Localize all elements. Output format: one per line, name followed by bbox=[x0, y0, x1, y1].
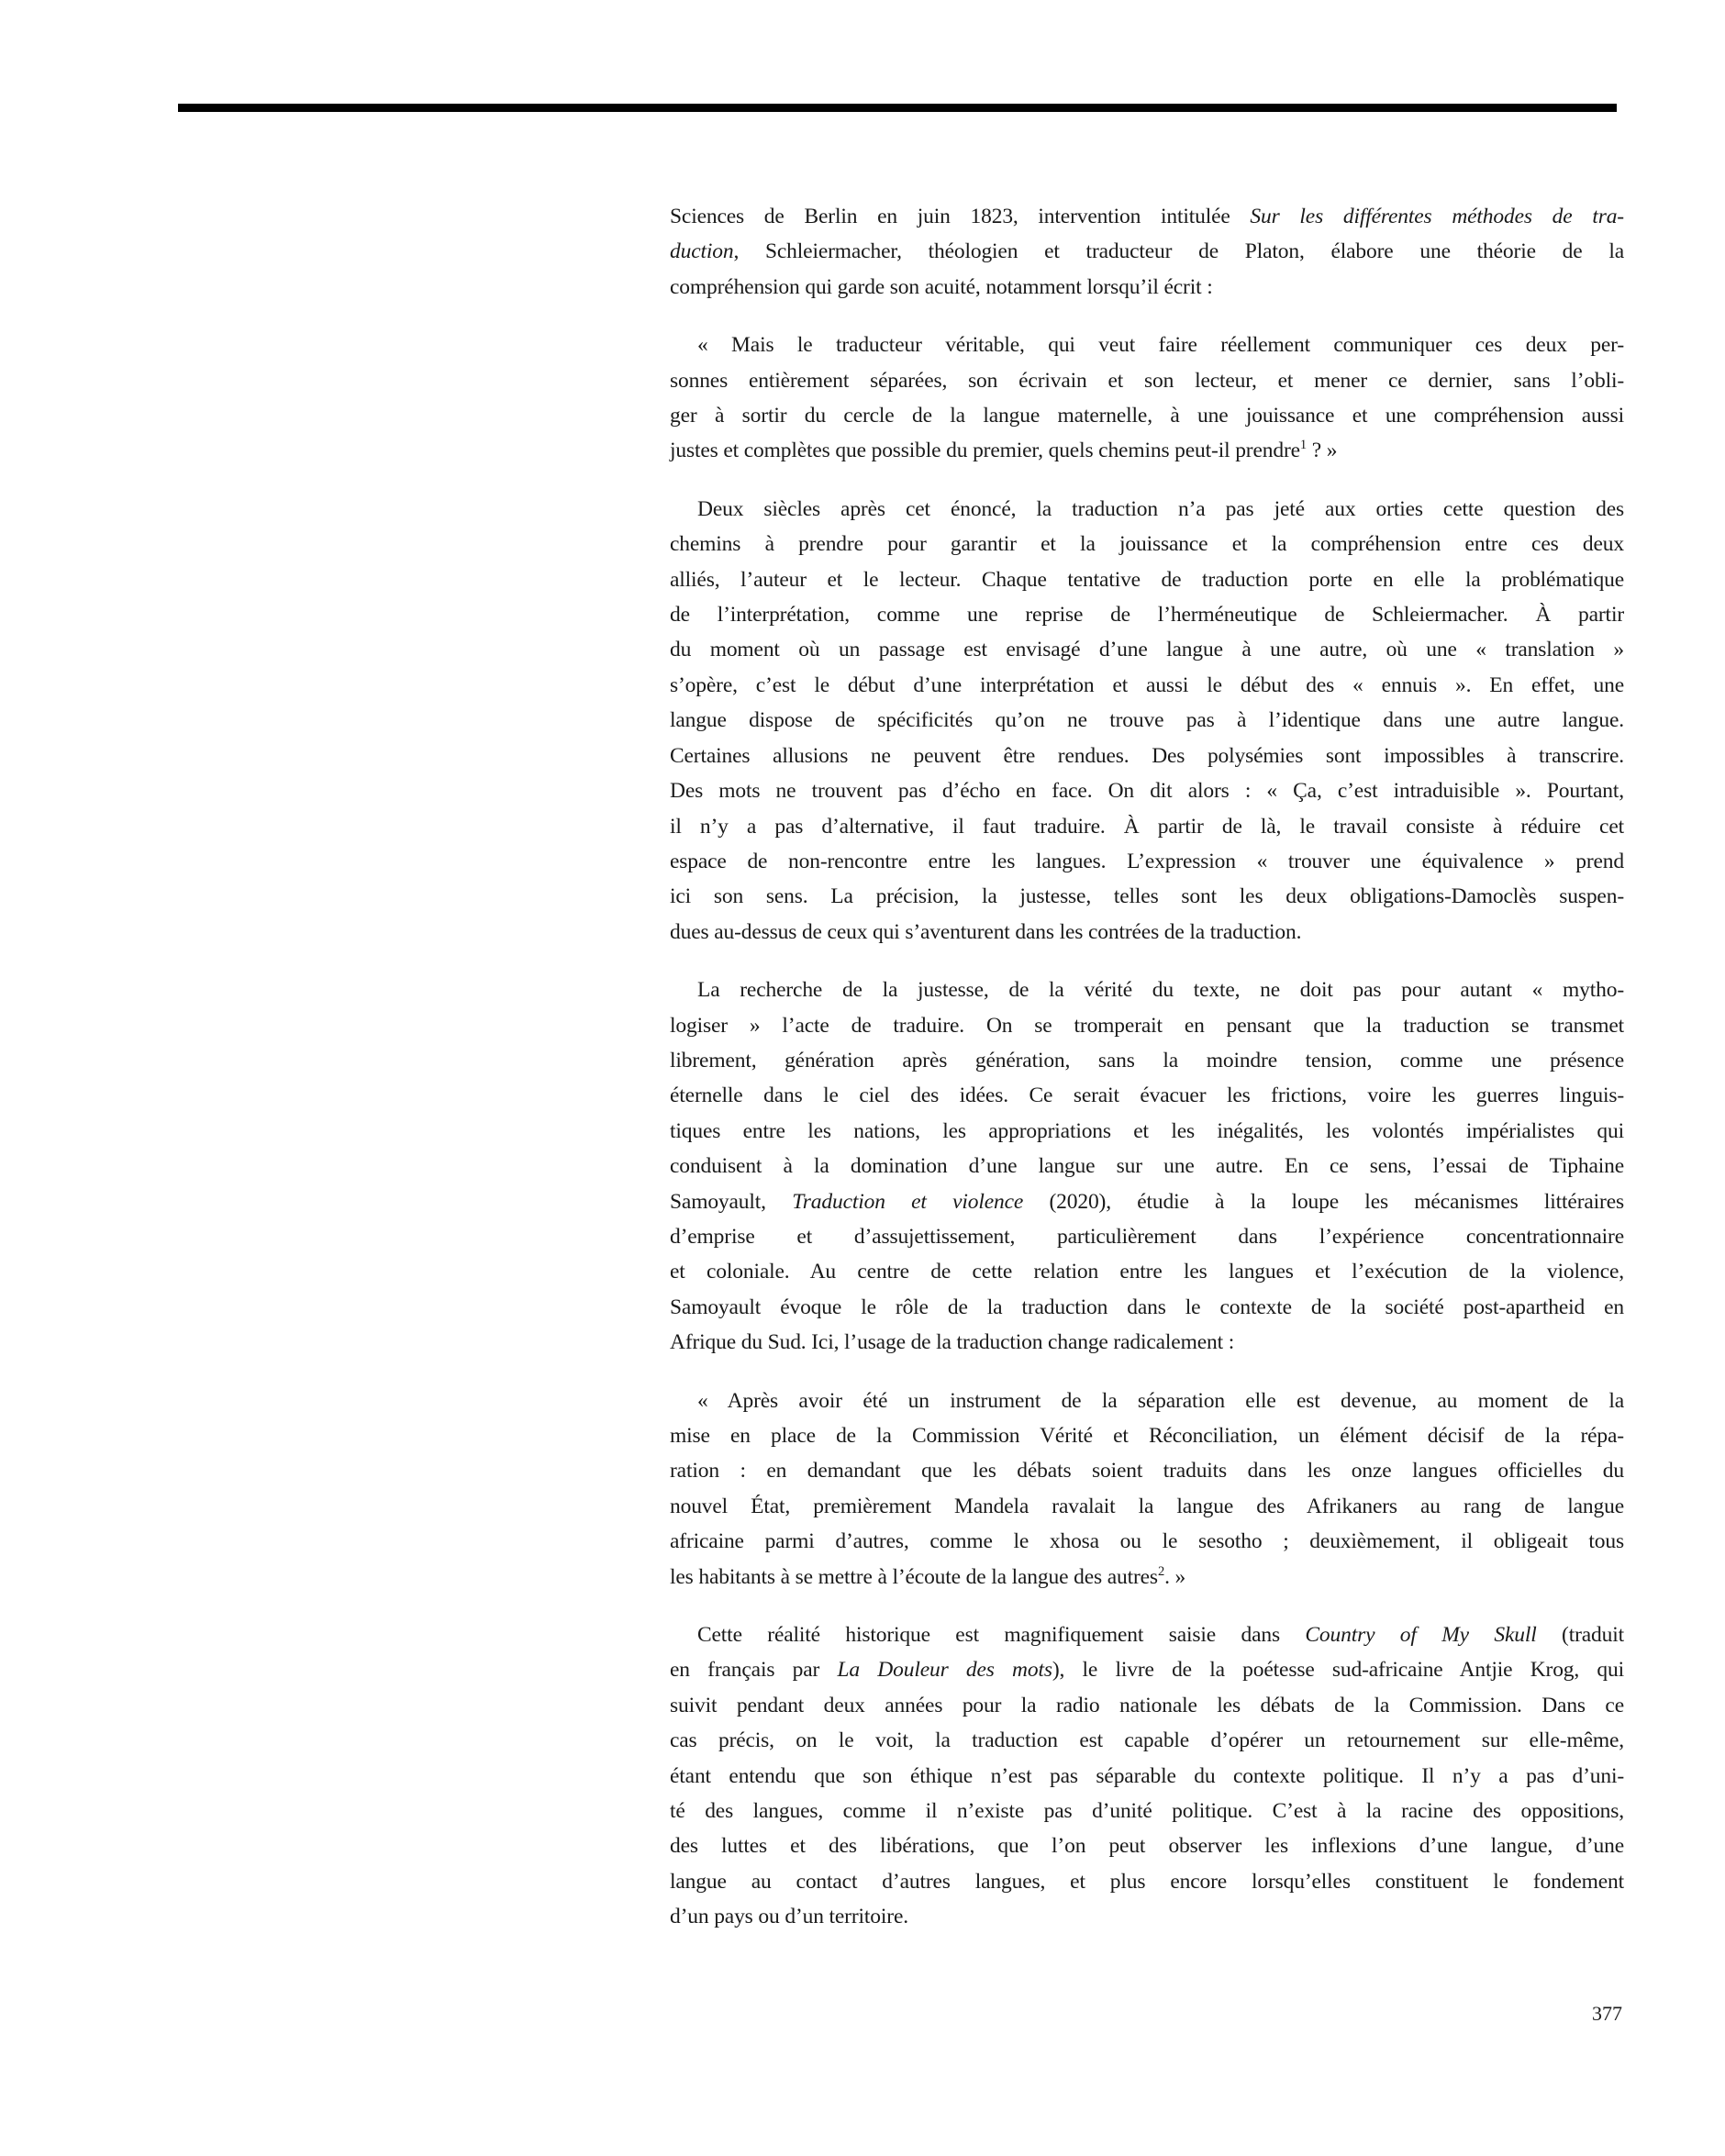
body-text: conduisent à la domination d’une langue sur une autre. En ce sens, l’essai de Tiphaine bbox=[670, 1154, 1624, 1179]
text-line bbox=[670, 234, 1624, 269]
body-text: dues au-dessus de ceux qui s’aventurent dans les contrées de la traduction. bbox=[670, 919, 1302, 944]
text-line bbox=[670, 1418, 1624, 1453]
blockquote-samoyault bbox=[670, 1384, 1624, 1595]
body-text: logiser » l’acte de traduire. On se tromperait en pensant que la traduction se transmet bbox=[670, 1013, 1624, 1038]
body-text: il n’y a pas d’alternative, il faut traduire. À partir de là, le travail consiste à réduire cet bbox=[670, 814, 1624, 839]
text-line bbox=[670, 328, 1624, 362]
text-line bbox=[670, 1489, 1624, 1524]
body-text: ici son sens. La précision, la justesse, telles sont les deux obligations-Damoclès suspen- bbox=[670, 884, 1624, 909]
footnote-marker: 2 bbox=[1157, 1563, 1165, 1579]
body-text: d’emprise et d’assujettissement, particulièrement dans l’expérience concentrationnaire bbox=[670, 1224, 1624, 1249]
body-text: ? » bbox=[1307, 439, 1338, 463]
text-line bbox=[670, 1254, 1624, 1289]
text-line bbox=[670, 492, 1624, 527]
text-line bbox=[670, 1078, 1624, 1113]
text-line bbox=[670, 703, 1624, 738]
body-text: Samoyault évoque le rôle de la traduction dans le contexte de la société post-apartheid en bbox=[670, 1295, 1624, 1319]
text-line bbox=[670, 199, 1624, 234]
paragraph-opening bbox=[670, 199, 1624, 305]
body-text: en français par bbox=[670, 1658, 838, 1683]
text-line bbox=[670, 632, 1624, 667]
text-line bbox=[670, 1759, 1624, 1794]
body-text: . » bbox=[1164, 1564, 1186, 1589]
body-text: cas précis, on le voit, la traduction est capable d’opérer un retournement sur elle-même, bbox=[670, 1728, 1624, 1753]
body-text: Afrique du Sud. Ici, l’usage de la traduction change radicalement : bbox=[670, 1330, 1235, 1355]
body-text: ration : en demandant que les débats soient traduits dans les onze langues officielles du bbox=[670, 1459, 1624, 1484]
text-line bbox=[670, 915, 1624, 950]
body-text: s’opère, c’est le début d’une interprétation et aussi le début des « ennuis ». En effet, une bbox=[670, 672, 1624, 697]
body-text: ger à sortir du cercle de la langue maternelle, à une jouissance et une compréhension aussi bbox=[670, 404, 1624, 428]
text-line bbox=[670, 972, 1624, 1007]
text-line bbox=[670, 1688, 1624, 1723]
text-line bbox=[670, 433, 1624, 468]
body-text: « Après avoir été un instrument de la séparation elle est devenue, au moment de la bbox=[697, 1388, 1624, 1413]
text-line bbox=[670, 1453, 1624, 1488]
text-line bbox=[670, 1652, 1624, 1687]
body-text: africaine parmi d’autres, comme le xhosa ou le sesotho ; deuxièmement, il obligeait tous bbox=[670, 1529, 1624, 1554]
text-line bbox=[670, 1723, 1624, 1758]
body-text: librement, génération après génération, sans la moindre tension, comme une présence bbox=[670, 1048, 1624, 1072]
text-line bbox=[670, 562, 1624, 597]
body-text: alliés, l’auteur et le lecteur. Chaque tentative de traduction porte en elle la problématique bbox=[670, 567, 1624, 592]
italic-text: Traduction et violence bbox=[792, 1189, 1024, 1214]
body-text: compréhension qui garde son acuité, notamment lorsqu’il écrit : bbox=[670, 274, 1213, 299]
body-text: de l’interprétation, comme une reprise de l’herméneutique de Schleiermacher. À partir bbox=[670, 603, 1624, 628]
body-text: étant entendu que son éthique n’est pas séparable du contexte politique. Il n’y a pas d’uni- bbox=[670, 1763, 1624, 1788]
body-text: tiques entre les nations, les appropriations et les inégalités, les volontés impérialistes qui bbox=[670, 1118, 1624, 1143]
italic-text: Country of My Skull bbox=[1305, 1623, 1537, 1648]
body-text: et coloniale. Au centre de cette relation entre les langues et l’exécution de la violence, bbox=[670, 1260, 1624, 1284]
text-line bbox=[670, 1325, 1624, 1360]
text-line bbox=[670, 1043, 1624, 1078]
body-text: té des langues, comme il n’existe pas d’unité politique. C’est à la racine des oppositions, bbox=[670, 1799, 1624, 1824]
blockquote-schleiermacher bbox=[670, 328, 1624, 469]
text-line bbox=[670, 1219, 1624, 1254]
body-text: éternelle dans le ciel des idées. Ce serait évacuer les frictions, voire les guerres linguis- bbox=[670, 1084, 1624, 1108]
page-number: 377 bbox=[1592, 2002, 1622, 2025]
paragraph-la-recherche bbox=[670, 972, 1624, 1360]
body-text: du moment où un passage est envisagé d’une langue à une autre, où une « translation » bbox=[670, 638, 1624, 662]
italic-text: duction bbox=[670, 239, 734, 264]
body-text: La recherche de la justesse, de la vérité du texte, ne doit pas pour autant « mytho- bbox=[697, 978, 1624, 1003]
text-line bbox=[670, 809, 1624, 844]
body-text: nouvel État, premièrement Mandela ravalait la langue des Afrikaners au rang de langue bbox=[670, 1494, 1624, 1518]
text-line bbox=[670, 1008, 1624, 1043]
body-text: (traduit bbox=[1536, 1623, 1624, 1648]
text-line bbox=[670, 1899, 1624, 1934]
text-line bbox=[670, 739, 1624, 773]
body-text: langue au contact d’autres langues, et plus encore lorsqu’elles constituent le fondement bbox=[670, 1869, 1624, 1894]
text-line bbox=[670, 1184, 1624, 1219]
text-line bbox=[670, 1149, 1624, 1184]
body-text: suivit pendant deux années pour la radio nationale les débats de la Commission. Dans ce bbox=[670, 1693, 1624, 1717]
text-line bbox=[670, 1617, 1624, 1652]
body-text: Certaines allusions ne peuvent être rendues. Des polysémies sont impossibles à transcrire. bbox=[670, 743, 1624, 768]
text-line bbox=[670, 1828, 1624, 1863]
text-line bbox=[670, 398, 1624, 433]
text-line bbox=[670, 879, 1624, 914]
body-text: , Schleiermacher, théologien et traducteur de Platon, élabore une théorie de la bbox=[733, 239, 1624, 264]
text-line bbox=[670, 527, 1624, 561]
body-text: les habitants à se mettre à l’écoute de la langue des autres bbox=[670, 1564, 1158, 1589]
body-text: Deux siècles après cet énoncé, la traduction n’a pas jeté aux orties cette question des bbox=[697, 496, 1624, 521]
body-text: chemins à prendre pour garantir et la jouissance et la compréhension entre ces deux bbox=[670, 532, 1624, 557]
body-text: d’un pays ou d’un territoire. bbox=[670, 1905, 908, 1929]
text-line bbox=[670, 1114, 1624, 1149]
body-text: espace de non-rencontre entre les langues. L’expression « trouver une équivalence » prend bbox=[670, 849, 1624, 873]
body-text: sonnes entièrement séparées, son écrivain et son lecteur, et mener ce dernier, sans l’obli- bbox=[670, 368, 1624, 393]
body-text: ), le livre de la poétesse sud-africaine Antjie Krog, qui bbox=[1052, 1658, 1624, 1683]
text-line bbox=[670, 773, 1624, 808]
body-text: Cette réalité historique est magnifiquement saisie dans bbox=[697, 1623, 1306, 1648]
italic-text: La Douleur des mots bbox=[837, 1658, 1052, 1683]
text-line bbox=[670, 270, 1624, 305]
text-line bbox=[670, 1560, 1624, 1595]
text-line bbox=[670, 1864, 1624, 1899]
text-line bbox=[670, 1384, 1624, 1418]
body-text: « Mais le traducteur véritable, qui veut faire réellement communiquer ces deux per- bbox=[697, 333, 1624, 358]
text-line bbox=[670, 844, 1624, 879]
text-line bbox=[670, 363, 1624, 398]
text-line bbox=[670, 668, 1624, 703]
text-line bbox=[670, 597, 1624, 632]
body-text: Sciences de Berlin en juin 1823, intervention intitulée bbox=[670, 205, 1251, 228]
body-text: langue dispose de spécificités qu’on ne trouve pas à l’identique dans une autre langue. bbox=[670, 708, 1624, 733]
paragraph-cette-realite bbox=[670, 1617, 1624, 1935]
body-text: Samoyault, bbox=[670, 1189, 793, 1214]
body-text: justes et complètes que possible du premier, quels chemins peut-il prendre bbox=[670, 439, 1300, 463]
header-rule bbox=[178, 104, 1617, 112]
body-text: Des mots ne trouvent pas d’écho en face. On dit alors : « Ça, c’est intraduisible ». Pourtant, bbox=[670, 779, 1624, 804]
text-line bbox=[670, 1794, 1624, 1828]
italic-text: Sur les différentes méthodes de tra- bbox=[1250, 205, 1624, 228]
text-column bbox=[670, 199, 1624, 1935]
text-line bbox=[670, 1524, 1624, 1559]
body-text: mise en place de la Commission Vérité et Réconciliation, un élément décisif de la répa- bbox=[670, 1424, 1624, 1448]
text-line bbox=[670, 1290, 1624, 1325]
paragraph-deux-siecles bbox=[670, 492, 1624, 950]
body-text: (2020), étudie à la loupe les mécanismes littéraires bbox=[1023, 1189, 1624, 1214]
footnote-marker: 1 bbox=[1299, 438, 1308, 453]
body-text: des luttes et des libérations, que l’on peut observer les inflexions d’une langue, d’une bbox=[670, 1834, 1624, 1859]
